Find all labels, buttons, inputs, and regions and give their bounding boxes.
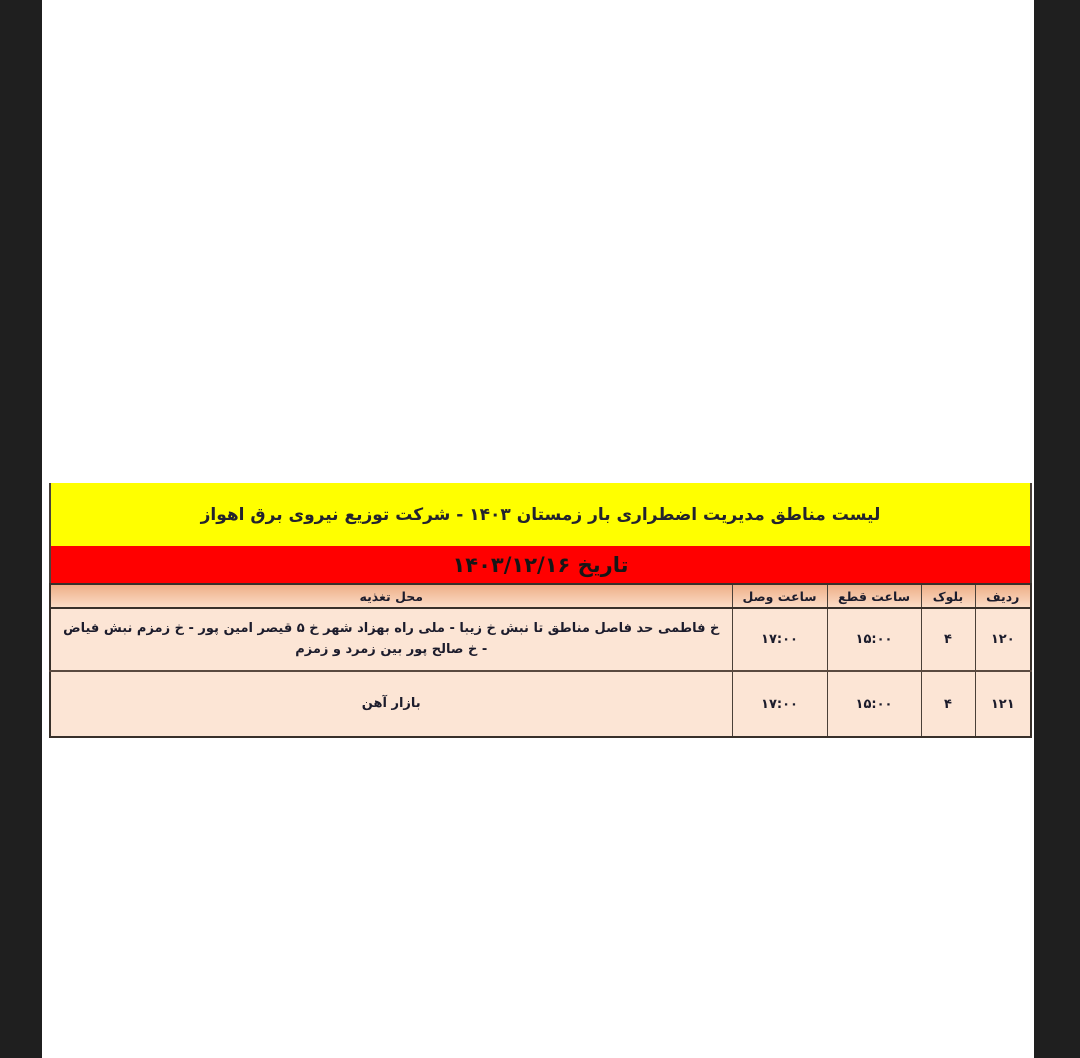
- column-header-feed-location: محل تغذیه: [50, 584, 732, 608]
- cell-radif: ۱۲۰: [975, 608, 1031, 671]
- cell-radif: ۱۲۱: [975, 671, 1031, 737]
- column-header-radif: ردیف: [975, 584, 1031, 608]
- cell-block: ۴: [921, 608, 975, 671]
- table-row: [50, 671, 1031, 737]
- column-header-block: بلوک: [921, 584, 975, 608]
- document-page: [42, 0, 1034, 1058]
- cell-reconnect-time: ۱۷:۰۰: [732, 608, 827, 671]
- date-band: [49, 546, 1032, 583]
- outage-notice-sheet: [49, 483, 1032, 738]
- cell-feed-location: خ فاطمی حد فاصل مناطق تا نبش خ زیبا - ملی راه بهزاد شهر خ ۵ قیصر امین پور - خ زمزم نبش فیاض - خ صالح پور بین زمرد و زمزم: [50, 608, 732, 671]
- title-band: [49, 483, 1032, 546]
- table-row: [50, 608, 1031, 671]
- outage-schedule-table: [49, 583, 1032, 738]
- cell-reconnect-time: ۱۷:۰۰: [732, 671, 827, 737]
- table-header-row: [50, 584, 1031, 608]
- cell-feed-location: بازار آهن: [50, 671, 732, 737]
- column-header-cut-time: ساعت قطع: [827, 584, 921, 608]
- cell-cut-time: ۱۵:۰۰: [827, 671, 921, 737]
- page-title: لیست مناطق مدیریت اضطراری بار زمستان ۱۴۰۳ - شرکت توزیع نیروی برق اهواز: [200, 504, 881, 525]
- column-header-reconnect-time: ساعت وصل: [732, 584, 827, 608]
- cell-block: ۴: [921, 671, 975, 737]
- cell-cut-time: ۱۵:۰۰: [827, 608, 921, 671]
- date-label: تاریخ ۱۴۰۳/۱۲/۱۶: [452, 552, 629, 577]
